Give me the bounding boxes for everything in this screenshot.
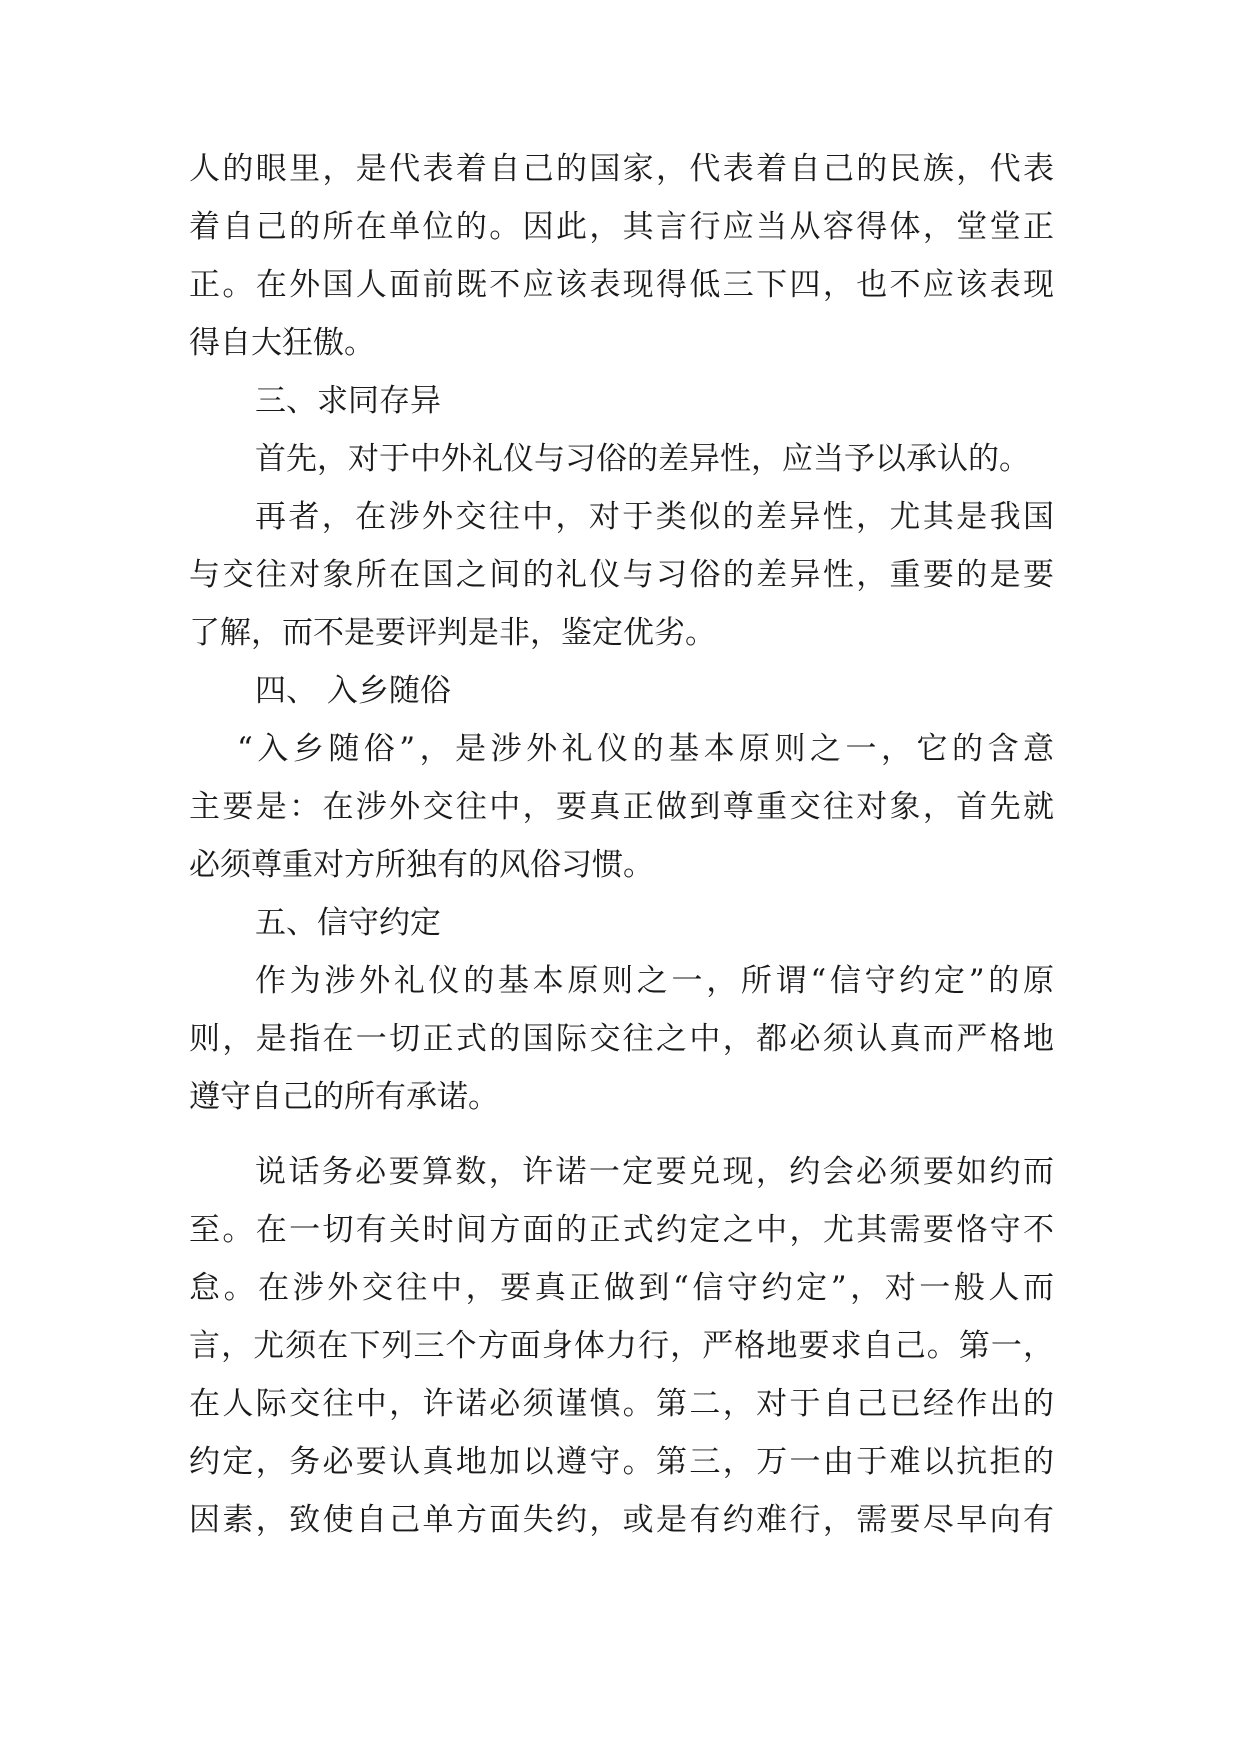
text-line: 则，是指在一切正式的国际交往之中，都必须认真而严格地 bbox=[189, 1021, 1054, 1057]
text-line: 因素，致使自己单方面失约，或是有约难行，需要尽早向有 bbox=[189, 1502, 1054, 1538]
text-line: 主要是：在涉外交往中，要真正做到尊重交往对象，首先就 bbox=[189, 789, 1054, 825]
section-heading-4: 四、 入乡随俗 bbox=[255, 673, 451, 709]
text-line: 人的眼里，是代表着自己的国家，代表着自己的民族，代表 bbox=[189, 151, 1054, 187]
text-line: 再者，在涉外交往中，对于类似的差异性，尤其是我国 bbox=[255, 499, 1054, 535]
text-line: 怠。在涉外交往中，要真正做到“信守约定”，对一般人而 bbox=[189, 1270, 1054, 1306]
text-line: 约定，务必要认真地加以遵守。第三，万一由于难以抗拒的 bbox=[189, 1444, 1054, 1480]
text-line: 在人际交往中，许诺必须谨慎。第二，对于自己已经作出的 bbox=[189, 1386, 1054, 1422]
text-line: 着自己的所在单位的。因此，其言行应当从容得体，堂堂正 bbox=[189, 209, 1054, 245]
text-line: 首先，对于中外礼仪与习俗的差异性，应当予以承认的。 bbox=[255, 441, 1030, 477]
text-line: 与交往对象所在国之间的礼仪与习俗的差异性，重要的是要 bbox=[189, 557, 1054, 593]
text-line: 作为涉外礼仪的基本原则之一，所谓“信守约定”的原 bbox=[255, 963, 1054, 999]
text-line: 遵守自己的所有承诺。 bbox=[189, 1079, 499, 1115]
text-line: 至。在一切有关时间方面的正式约定之中，尤其需要恪守不 bbox=[189, 1212, 1054, 1248]
text-line: 得自大狂傲。 bbox=[189, 325, 375, 361]
text-line: 必须尊重对方所独有的风俗习惯。 bbox=[189, 847, 654, 883]
text-line: 言，尤须在下列三个方面身体力行，严格地要求自己。第一， bbox=[189, 1328, 1054, 1364]
text-line: 说话务必要算数，许诺一定要兑现，约会必须要如约而 bbox=[255, 1154, 1054, 1190]
text-line: 了解，而不是要评判是非，鉴定优劣。 bbox=[189, 615, 716, 651]
section-heading-3: 三、求同存异 bbox=[255, 383, 441, 419]
section-heading-5: 五、信守约定 bbox=[255, 905, 441, 941]
text-line: “入乡随俗”，是涉外礼仪的基本原则之一，它的含意 bbox=[237, 731, 1054, 767]
text-line: 正。在外国人面前既不应该表现得低三下四，也不应该表现 bbox=[189, 267, 1054, 303]
